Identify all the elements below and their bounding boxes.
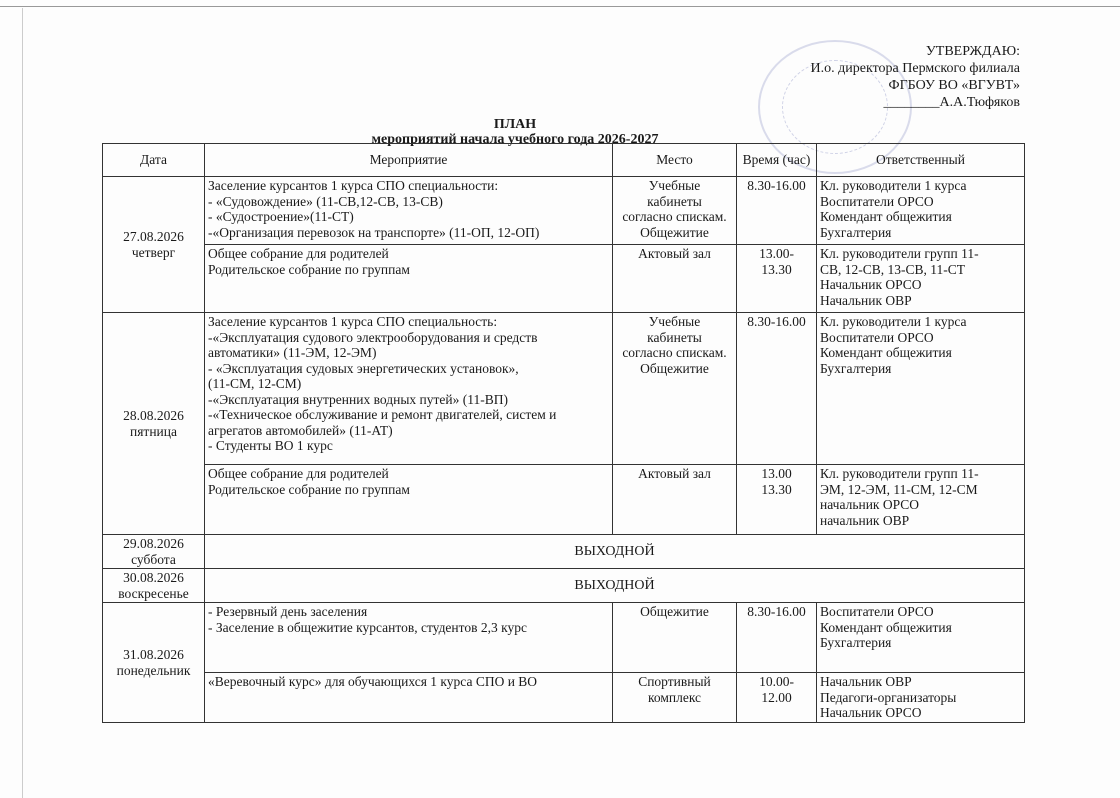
time-cell-line: 8.30-16.00 — [747, 178, 806, 193]
weekday-value: понедельник — [116, 662, 191, 678]
event-cell-line: Родительское собрание по группам — [208, 481, 410, 497]
responsible-cell-line: Комендант общежития — [820, 619, 952, 635]
time-cell-line: 13.00 — [761, 466, 792, 481]
event-cell-line: - Студенты ВО 1 курс — [208, 438, 333, 453]
place-cell-line: согласно спискам. — [622, 209, 727, 224]
event-cell-line: -«Техническое обслуживание и ремонт двигателей, систем и — [208, 407, 557, 422]
date-cell — [103, 603, 205, 723]
table-row — [103, 245, 1025, 313]
event-cell-line: -«Эксплуатация внутренних водных путей» (11-ВП) — [208, 391, 508, 407]
place-cell-line: Актовый зал — [638, 246, 711, 261]
date-cell — [103, 535, 205, 569]
event-cell-line: - Резервный день заселения — [208, 604, 368, 619]
weekday-value: суббота — [131, 551, 176, 567]
header-place: Место — [613, 144, 737, 177]
table-row — [103, 313, 1025, 465]
date-value: 28.08.2026 — [123, 408, 184, 423]
approval-block — [811, 43, 1020, 111]
responsible-cell-line: Воспитатели ОРСО — [820, 193, 934, 209]
responsible-cell-line: Комендант общежития — [820, 209, 952, 224]
place-cell — [613, 313, 737, 465]
responsible-cell-line: Кл. руководители групп 11- — [820, 466, 979, 481]
place-cell-line: Учебные — [648, 178, 701, 193]
time-cell — [737, 673, 817, 723]
date-value: 30.08.2026 — [123, 570, 184, 585]
page-left-edge — [22, 8, 23, 798]
event-cell-line: -«Эксплуатация судового электрооборудования и средств — [208, 329, 538, 345]
event-cell — [205, 313, 613, 465]
date-value: 29.08.2026 — [123, 536, 184, 551]
time-cell-line: 13.30 — [761, 261, 792, 277]
event-cell-line: - «Судостроение»(11-СТ) — [208, 209, 354, 224]
holiday-label: ВЫХОДНОЙ — [205, 569, 1025, 603]
responsible-cell-line: Воспитатели ОРСО — [820, 604, 934, 619]
place-cell-line: Актовый зал — [638, 466, 711, 481]
date-cell — [103, 313, 205, 535]
time-cell-line: 12.00 — [761, 689, 792, 705]
responsible-cell-line: Кл. руководители 1 курса — [820, 178, 967, 193]
responsible-cell-line: Бухгалтерия — [820, 360, 892, 376]
responsible-cell — [817, 465, 1025, 535]
responsible-cell — [817, 313, 1025, 465]
responsible-cell-line: Воспитатели ОРСО — [820, 329, 934, 345]
place-cell — [613, 603, 737, 673]
place-cell-line: Общежитие — [640, 604, 709, 619]
responsible-cell-line: Бухгалтерия — [820, 635, 892, 650]
place-cell-line: согласно спискам. — [622, 345, 727, 360]
place-cell — [613, 177, 737, 245]
responsible-cell — [817, 673, 1025, 723]
event-cell-line: - «Эксплуатация судовых энергетических установок», — [208, 360, 519, 376]
table-row — [103, 465, 1025, 535]
responsible-cell-line: Начальник ОВР — [820, 674, 912, 689]
place-cell-line: Спортивный — [638, 674, 711, 689]
responsible-cell-line: Кл. руководители 1 курса — [820, 314, 967, 329]
time-cell — [737, 603, 817, 673]
event-cell-line: Заселение курсантов 1 курса СПО специальность: — [208, 314, 498, 329]
responsible-cell-line: Комендант общежития — [820, 345, 952, 360]
weekday-value: пятница — [130, 423, 177, 439]
event-cell-line: агрегатов автомобилей» (11-АТ) — [208, 422, 393, 438]
event-cell-line: Заселение курсантов 1 курса СПО специальности: — [208, 178, 499, 193]
table-header-row — [103, 144, 1025, 177]
event-cell-line: автоматики» (11-ЭМ, 12-ЭМ) — [208, 345, 377, 360]
event-cell-line: Общее собрание для родителей — [208, 246, 389, 261]
header-date: Дата — [103, 144, 205, 177]
header-event: Мероприятие — [205, 144, 613, 177]
time-cell — [737, 245, 817, 313]
responsible-cell-line: начальник ОРСО — [820, 497, 920, 512]
time-cell-line: 8.30-16.00 — [747, 604, 806, 619]
date-cell — [103, 569, 205, 603]
responsible-cell-line: Кл. руководители групп 11- — [820, 246, 979, 261]
responsible-cell-line: Начальник ОВР — [820, 292, 912, 308]
holiday-row — [103, 535, 1025, 569]
time-cell-line: 13.00- — [759, 246, 794, 261]
weekday-value: воскресенье — [118, 585, 189, 601]
page-edge-line — [0, 6, 1120, 7]
table-row — [103, 673, 1025, 723]
event-cell — [205, 245, 613, 313]
time-cell-line: 13.30 — [761, 481, 792, 497]
responsible-cell — [817, 177, 1025, 245]
responsible-cell — [817, 603, 1025, 673]
responsible-cell-line: Начальник ОРСО — [820, 277, 922, 292]
responsible-cell-line: Начальник ОРСО — [820, 705, 922, 720]
event-cell-line: - Заселение в общежитие курсантов, студентов 2,3 курс — [208, 619, 527, 635]
holiday-row — [103, 569, 1025, 603]
event-cell-line: (11-СМ, 12-СМ) — [208, 376, 302, 391]
responsible-cell-line: СВ, 12-СВ, 13-СВ, 11-СТ — [820, 261, 966, 277]
date-cell — [103, 177, 205, 313]
title-subtitle: мероприятий начала учебного года 2026-2027 — [371, 132, 659, 147]
event-cell-line: Общее собрание для родителей — [208, 466, 389, 481]
place-cell-line: комплекс — [647, 689, 702, 705]
time-cell — [737, 177, 817, 245]
event-cell-line: «Веревочный курс» для обучающихся 1 курса СПО и ВО — [208, 674, 538, 689]
place-cell-line: Общежитие — [640, 360, 709, 376]
event-cell-line: - «Судовождение» (11-СВ,12-СВ, 13-СВ) — [208, 193, 443, 209]
time-cell — [737, 313, 817, 465]
weekday-value: четверг — [131, 244, 176, 260]
approval-signature: ________А.А.Тюфяков — [883, 95, 1020, 110]
responsible-cell — [817, 245, 1025, 313]
event-cell-line: -«Организация перевозок на транспорте» (11-ОП, 12-ОП) — [208, 224, 540, 240]
responsible-cell-line: Педагоги-организаторы — [820, 689, 957, 705]
place-cell — [613, 465, 737, 535]
place-cell — [613, 245, 737, 313]
approval-title: УТВЕРЖДАЮ: — [925, 44, 1020, 59]
holiday-label: ВЫХОДНОЙ — [205, 535, 1025, 569]
title-plan: ПЛАН — [493, 117, 537, 132]
responsible-cell-line: Бухгалтерия — [820, 224, 892, 240]
event-cell — [205, 603, 613, 673]
responsible-cell-line: начальник ОВР — [820, 512, 910, 528]
date-value: 27.08.2026 — [123, 229, 184, 244]
header-responsible: Ответственный — [817, 144, 1025, 177]
place-cell-line: Учебные — [648, 314, 701, 329]
table-row — [103, 603, 1025, 673]
event-cell — [205, 673, 613, 723]
time-cell-line: 10.00- — [759, 674, 794, 689]
place-cell-line: кабинеты — [647, 193, 702, 209]
place-cell-line: Общежитие — [640, 224, 709, 240]
time-cell-line: 8.30-16.00 — [747, 314, 806, 329]
approval-organization: ФГБОУ ВО «ВГУВТ» — [888, 78, 1020, 93]
date-value: 31.08.2026 — [123, 647, 184, 662]
event-cell — [205, 177, 613, 245]
events-table — [102, 143, 1025, 723]
event-cell — [205, 465, 613, 535]
approval-position: И.о. директора Пермского филиала — [810, 61, 1020, 76]
event-cell-line: Родительское собрание по группам — [208, 261, 410, 277]
responsible-cell-line: ЭМ, 12-ЭМ, 11-СМ, 12-СМ — [820, 481, 978, 497]
table-row — [103, 177, 1025, 245]
place-cell — [613, 673, 737, 723]
time-cell — [737, 465, 817, 535]
place-cell-line: кабинеты — [647, 329, 702, 345]
header-time: Время (час) — [737, 144, 817, 177]
